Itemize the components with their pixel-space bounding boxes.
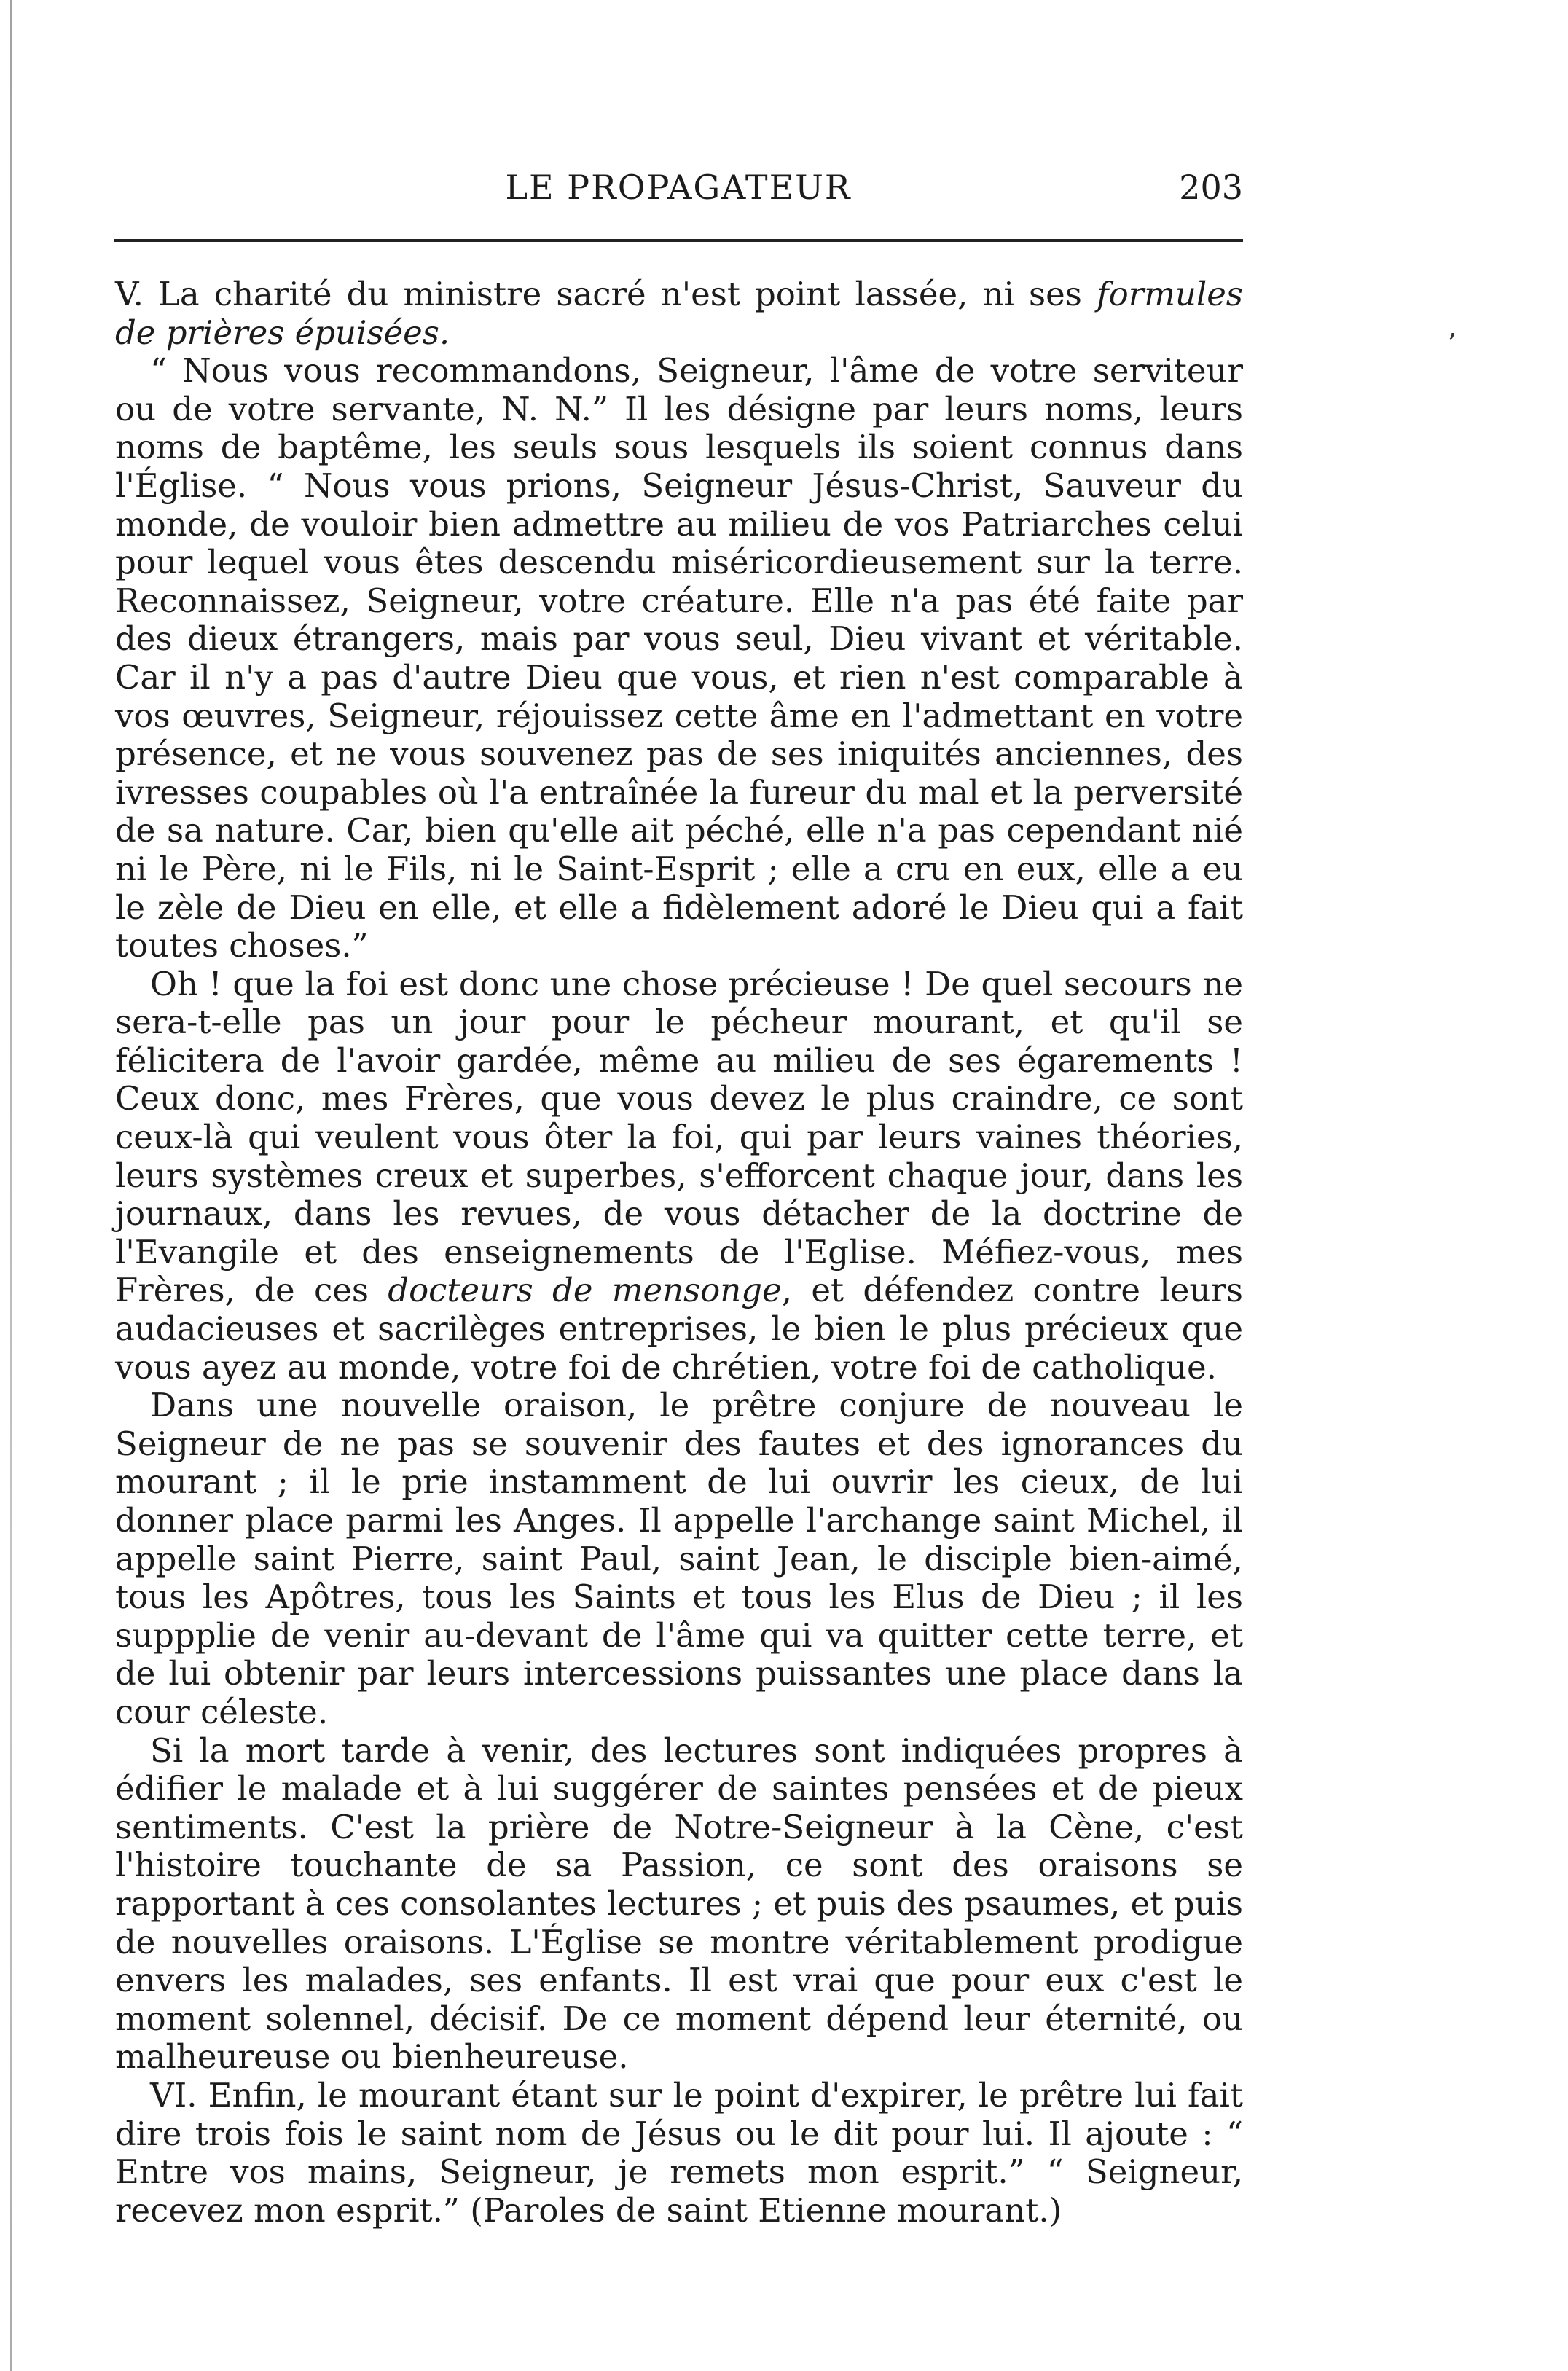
paragraph-text: Oh ! que la foi est donc une chose précieuse ! De quel secours ne sera-t-elle pas un jour pour le pécheur mourant, et qu'il se félicitera de l'avoir gardée, même au milieu de ses égarements ! Ceux donc, mes Frères, que vous devez le plus craindre, ce sont ceux-là qui veulent vous ôter la foi, qui par leurs vaines théories, leurs systèmes creux et superbes, s'efforcent chaque jour, dans les journaux, dans les revues, de vous détacher de la doctrine de l'Evangile et des enseignements de l'Eglise. Méfiez-vous, mes Frères, de ces <box>115 964 1243 1310</box>
paragraph-text: VI. Enfin, le mourant étant sur le point d'expirer, le prêtre lui fait dire trois fois le saint nom de Jésus ou le dit pour lui. Il ajoute : “ Entre vos mains, Seigneur, je remets mon esprit.” “ Seigneur, recevez mon esprit.” (Paroles de saint Etienne mourant.) <box>115 2075 1243 2230</box>
paragraph-1 <box>115 275 1243 352</box>
paragraph-text: Si la mort tarde à venir, des lectures sont indiquées propres à édifier le malade et à lui suggérer de saintes pensées et de pieux sentiments. C'est la prière de Notre-Seigneur à la Cène, c'est l'histoire touchante de sa Passion, ce sont des oraisons se rapportant à ces consolantes lectures ; et puis des psaumes, et puis de nouvelles oraisons. L'Église se montre véritablement prodigue envers les malades, ses enfants. Il est vrai que pour eux c'est le moment solennel, décisif. De ce moment dépend leur éternité, ou malheureuse ou bienheureuse. <box>115 1731 1243 2077</box>
running-header <box>114 168 1243 219</box>
paragraph-tail: , et défendez contre leurs audacieuses et sacrilèges entreprises, le bien le plus précieux que vous ayez au monde, votre foi de chrétien, votre foi de catholique. <box>115 1271 1244 1387</box>
paragraph-text: Dans une nouvelle oraison, le prêtre conjure de nouveau le Seigneur de ne pas se souvenir des fautes et des ignorances du mourant ; il le prie instamment de lui ouvrir les cieux, de lui donner place parmi les Anges. Il appelle l'archange saint Michel, il appelle saint Pierre, saint Paul, saint Jean, le disciple bien-aimé, tous les Apôtres, tous les Saints et tous les Elus de Dieu ; il les suppplie de venir au-devant de l'âme qui va quitter cette terre, et de lui obtenir par leurs intercessions puissantes une place dans la cour céleste. <box>115 1386 1243 1731</box>
paragraph-text: V. La charité du ministre sacré n'est point lassée, ni ses <box>115 275 1097 313</box>
paragraph-3 <box>115 965 1243 1387</box>
header-rule <box>114 239 1243 242</box>
paragraph-italic: formules de prières épuisées. <box>115 275 1243 352</box>
page-number: 203 <box>1179 168 1243 207</box>
paragraph-6 <box>115 2077 1243 2230</box>
paragraph-text: “ Nous vous recommandons, Seigneur, l'âme de votre serviteur ou de votre servante, N. N.” Il les désigne par leurs noms, leurs noms de baptême, les seuls sous lesquels ils soient connus dans l'Église. “ Nous vous prions, Seigneur Jésus-Christ, Sauveur du monde, de vouloir bien admettre au milieu de vos Patriarches celui pour lequel vous êtes descendu miséricordieusement sur la terre. Reconnaissez, Seigneur, votre créature. Elle n'a pas été faite par des dieux étrangers, mais par vous seul, Dieu vivant et véritable. Car il n'y a pas d'autre Dieu que vous, et rien n'est comparable à vos œuvres, Seigneur, réjouissez cette âme en l'admettant en votre présence, et ne vous souvenez pas de ses iniquités anciennes, des ivresses coupables où l'a entraînée la fureur du mal et la perversité de sa nature. Car, bien qu'elle ait péché, elle n'a pas cependant nié ni le Père, ni le Fils, ni le Saint-Esprit ; elle a cru en eux, elle a eu le zèle de Dieu en elle, et elle a fidèlement adoré le Dieu qui a fait toutes choses.” <box>115 351 1243 965</box>
paragraph-2 <box>115 352 1243 965</box>
paragraph-italic: docteurs de mensonge <box>388 1271 782 1310</box>
paragraph-4 <box>115 1387 1243 1731</box>
scan-edge-line <box>10 0 12 2371</box>
running-title: LE PROPAGATEUR <box>505 168 852 207</box>
body-text <box>115 275 1243 2230</box>
paragraph-5 <box>115 1732 1243 2077</box>
stray-mark: ʼ <box>1447 329 1456 359</box>
